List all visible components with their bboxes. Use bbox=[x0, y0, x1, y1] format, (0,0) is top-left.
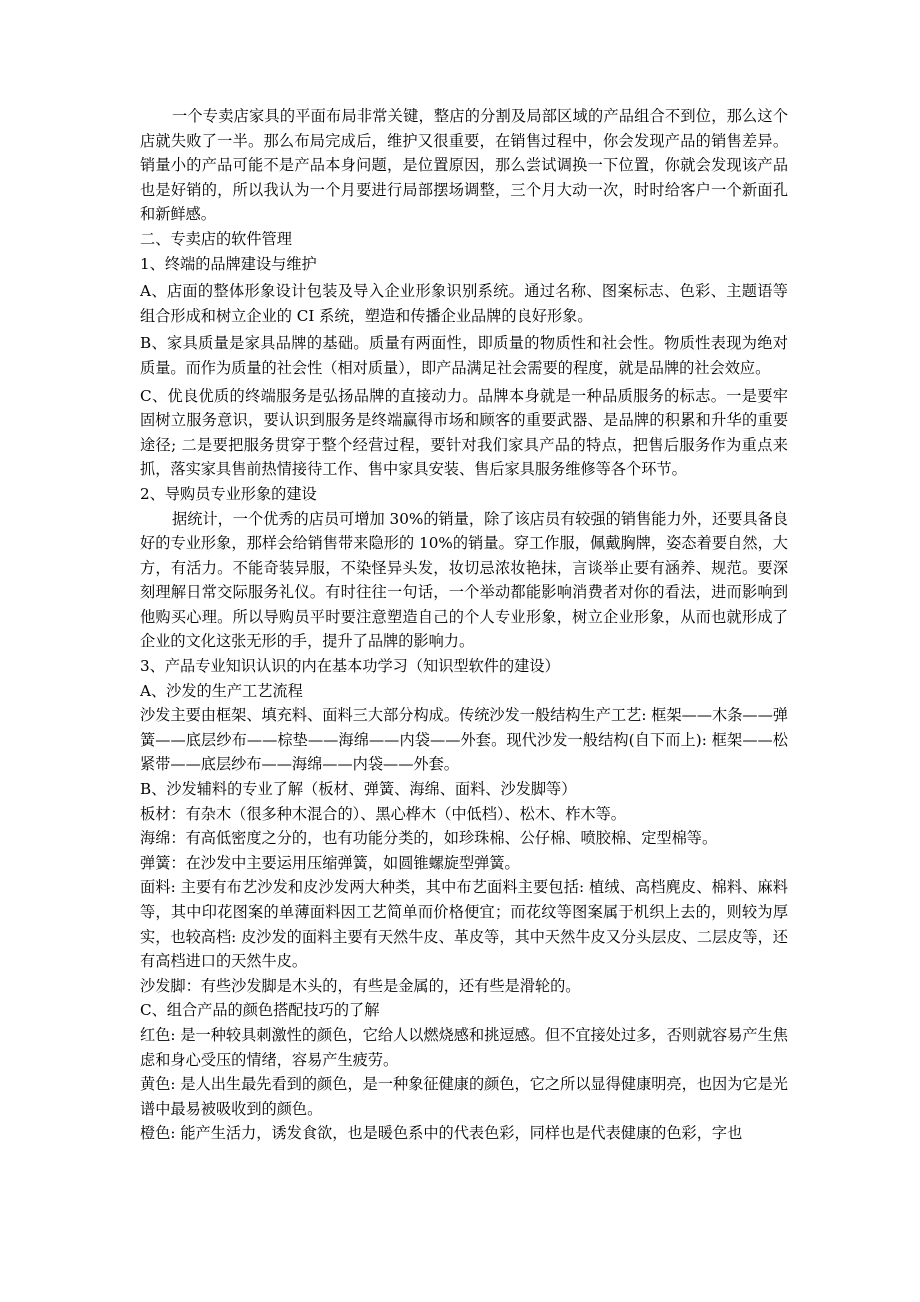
paragraph-yellow: 黄色: 是人出生最先看到的颜色，是一种象征健康的颜色，它之所以显得健康明亮，也因为它是光谱中最易被吸收到的颜色。 bbox=[140, 1075, 788, 1118]
paragraph-terminal-service: C、优良优质的终端服务是弘扬品牌的直接动力。品牌本身就是一种品质服务的标志。一是要牢固树立服务意识，要认识到服务是终端赢得市场和顾客的重要武器、是品牌的积累和升华的重要途径; 二是要把服务贯穿于整个经营过程，要针对我们家具产品的特点，把售后服务作为重点来抓，落实家具售前热情接待工作、售中家具安装、售后家具服务维修等各个环节。 bbox=[140, 386, 788, 479]
paragraph-furniture-quality: B、家具质量是家具品牌的基础。质量有两面性，即质量的物质性和社会性。物质性表现为绝对质量。而作为质量的社会性（相对质量），即产品满足社会需要的程度，就是品牌的社会效应。 bbox=[140, 334, 788, 377]
paragraph-sofa-feet: 沙发脚：有些沙发脚是木头的，有些是金属的，还有些是滑轮的。 bbox=[140, 976, 581, 995]
paragraph-board: 板材：有杂木（很多种木混合的）、黑心桦木（中低档）、松木、柞木等。 bbox=[140, 804, 626, 823]
paragraph-red: 红色: 是一种较具刺激性的颜色，它给人以燃烧感和挑逗感。但不宜接处过多，否则就容易产生焦虑和身心受压的情绪，容易产生疲劳。 bbox=[140, 1025, 788, 1069]
paragraph-spring: 弹簧：在沙发中主要运用压缩弹簧，如圆锥螺旋型弹簧。 bbox=[140, 853, 520, 872]
paragraph-store-image: A、店面的整体形象设计包装及导入企业形象识别系统。通过名称、图案标志、色彩、主题语等组合形成和树立企业的 CI 系统，塑造和传播企业品牌的良好形象。 bbox=[140, 282, 788, 325]
document-page bbox=[140, 104, 788, 1146]
heading-color-matching: C、组合产品的颜色搭配技巧的了解 bbox=[140, 1001, 380, 1020]
heading-software-management: 二、专卖店的软件管理 bbox=[140, 229, 292, 248]
paragraph-sales-staff: 据统计，一个优秀的店员可增加 30%的销量，除了该店员有较强的销售能力外，还要具备良好的专业形象，那样会给销售带来隐形的 10%的销量。穿工作服，佩戴胸牌，姿态着要自然，大方，有活力。不能奇装异服，不染怪异头发，妆切忌浓妆艳抹，言谈举止要有涵养、规范。要深刻理解日常交际服务礼仪。有时往往一句话，一个举动都能影响消费者对你的看法，进而影响到他购买心理。所以导购员平时要注意塑造自己的个人专业形象，树立企业形象，从而也就形成了企业的文化这张无形的手，提升了品牌的影响力。 bbox=[140, 509, 788, 651]
heading-product-knowledge: 3、产品专业知识认识的内在基本功学习（知识型软件的建设） bbox=[140, 657, 560, 676]
heading-sofa-production: A、沙发的生产工艺流程 bbox=[140, 681, 303, 700]
heading-brand-building: 1、终端的品牌建设与维护 bbox=[140, 254, 317, 273]
paragraph-sofa-structure: 沙发主要由框架、填充料、面料三大部分构成。传统沙发一般结构生产工艺: 框架——木条——弹簧——底层纱布——棕垫——海绵——内袋——外套。现代沙发一般结构(自下而上): 框架——松紧带——底层纱布——海绵——内袋——外套。 bbox=[140, 706, 788, 774]
paragraph-sponge: 海绵：有高低密度之分的，也有功能分类的，如珍珠棉、公仔棉、喷胶棉、定型棉等。 bbox=[140, 829, 718, 848]
paragraph-layout-intro: 一个专卖店家具的平面布局非常关键，整店的分割及局部区域的产品组合不到位，那么这个店就失败了一半。那么布局完成后，维护又很重要，在销售过程中，你会发现产品的销售差异。销量小的产品可能不是产品本身问题，是位置原因，那么尝试调换一下位置，你就会发现该产品也是好销的，所以我认为一个月要进行局部摆场调整，三个月大动一次，时时给客户一个新面孔和新鲜感。 bbox=[140, 107, 788, 224]
heading-sales-staff-image: 2、导购员专业形象的建设 bbox=[140, 484, 317, 503]
heading-sofa-materials: B、沙发辅料的专业了解（板材、弹簧、海绵、面料、沙发脚等） bbox=[140, 780, 577, 799]
paragraph-orange: 橙色: 能产生活力，诱发食欲，也是暖色系中的代表色彩，同样也是代表健康的色彩，字也 bbox=[140, 1124, 743, 1143]
paragraph-fabric: 面料: 主要有布艺沙发和皮沙发两大种类，其中布艺面料主要包括: 植绒、高档麂皮、棉料、麻料等，其中印花图案的单薄面料因工艺简单而价格便宜；而花纹等图案属于机织上去的，则较为厚实，也较高档: 皮沙发的面料主要有天然牛皮、革皮等，其中天然牛皮又分头层皮、二层皮等，还有高档进口的天然牛皮。 bbox=[140, 878, 788, 971]
